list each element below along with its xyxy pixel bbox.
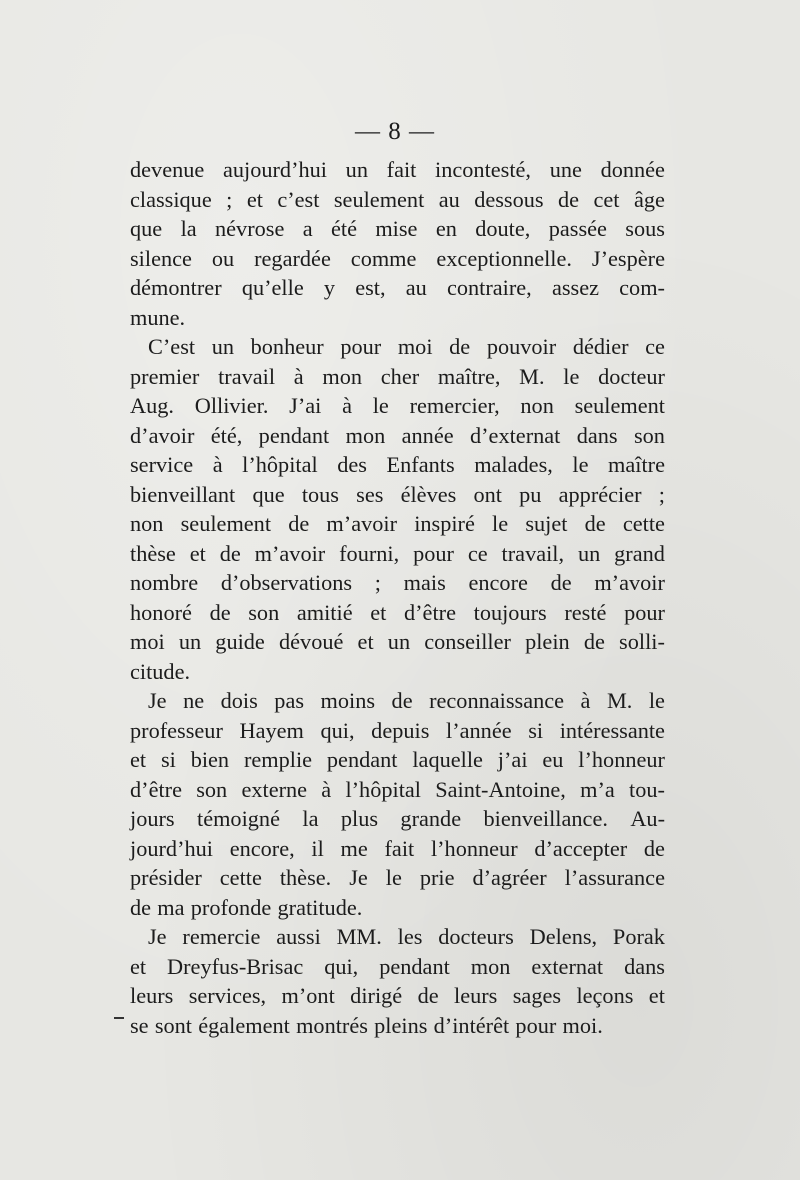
paragraph-p3 [130, 686, 665, 922]
text-line: premier travail à mon cher maître, M. le docteur [130, 363, 665, 389]
text-line: jours témoigné la plus grande bienveillance. Au- [130, 806, 665, 831]
text-line: se sont également montrés pleins d’intérêt pour moi. [130, 1012, 603, 1038]
text-line: honoré de son amitié et d’être toujours resté pour [130, 599, 665, 625]
page-number: — 8 — [355, 118, 435, 145]
text-line: démontrer qu’elle y est, au contraire, assez com- [130, 275, 665, 300]
body-text [130, 155, 665, 1040]
text-line: moi un guide dévoué et un conseiller plein de solli- [130, 629, 665, 654]
text-line: Aug. Ollivier. J’ai à le remercier, non seulement [130, 393, 665, 418]
text-line: nombre d’observations ; mais encore de m’avoir [130, 570, 665, 595]
text-line: d’avoir été, pendant mon année d’externat dans son [130, 422, 665, 448]
paragraph-p2 [130, 332, 665, 686]
text-line: d’être son externe à l’hôpital Saint-Antoine, m’a tou- [130, 776, 665, 802]
text-line: de ma profonde gratitude. [130, 894, 363, 920]
text-line: que la névrose a été mise en doute, passée sous [130, 216, 665, 241]
text-line: Je ne dois pas moins de reconnaissance à M. le [148, 688, 665, 713]
text-line: devenue aujourd’hui un fait incontesté, une donnée [130, 157, 665, 182]
text-line: classique ; et c’est seulement au dessous de cet âge [130, 186, 665, 212]
text-line: non seulement de m’avoir inspiré le sujet de cette [130, 511, 665, 536]
text-line: et si bien remplie pendant laquelle j’ai eu l’honneur [130, 747, 665, 772]
text-line: présider cette thèse. Je le prie d’agréer l’assurance [130, 865, 665, 890]
text-line: thèse et de m’avoir fourni, pour ce travail, un grand [130, 540, 665, 566]
text-line: Je remercie aussi MM. les docteurs Delens, Porak [148, 924, 665, 949]
text-line: professeur Hayem qui, depuis l’année si intéressante [130, 717, 665, 743]
text-line: service à l’hôpital des Enfants malades, le maître [130, 452, 665, 477]
text-line: mune. [130, 304, 186, 330]
text-line: leurs services, m’ont dirigé de leurs sages leçons et [130, 983, 665, 1008]
paragraph-p4 [130, 922, 665, 1040]
text-line: jourd’hui encore, il me fait l’honneur d’accepter de [130, 835, 665, 861]
text-line: silence ou regardée comme exceptionnelle. J’espère [130, 245, 665, 271]
text-line: bienveillant que tous ses élèves ont pu apprécier ; [130, 481, 665, 507]
text-line: citude. [130, 658, 191, 684]
text-line: C’est un bonheur pour moi de pouvoir dédier ce [148, 334, 665, 359]
paragraph-p1 [130, 155, 665, 332]
text-line: et Dreyfus-Brisac qui, pendant mon externat dans [130, 953, 665, 979]
ink-speck [114, 1017, 124, 1019]
